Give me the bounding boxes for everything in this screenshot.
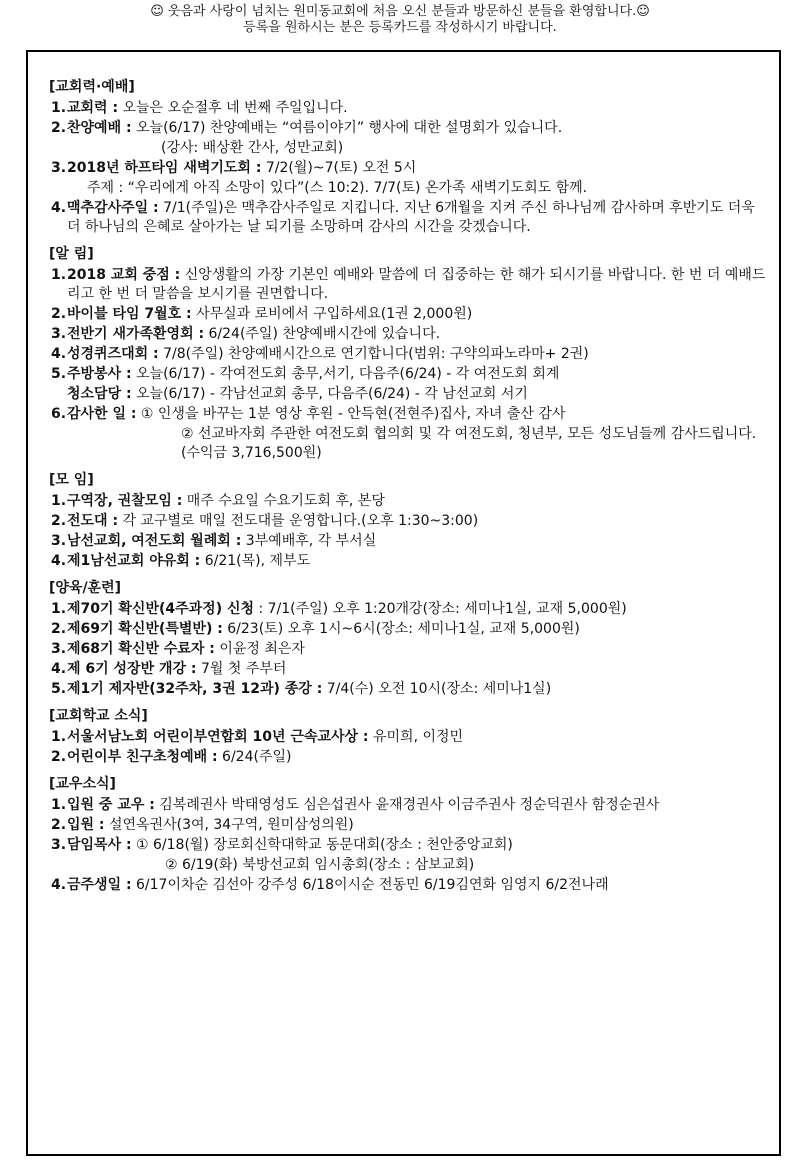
item-number: 3. — [51, 837, 67, 853]
item-text: 사무실과 로비에서 구입하세요(1권 2,000원) — [191, 306, 473, 322]
list-item — [49, 620, 769, 639]
item-number: 4. — [51, 553, 67, 569]
item-label: 교회력 : — [67, 100, 119, 116]
list-item — [49, 660, 769, 679]
item-label: 찬양예배 : — [67, 120, 132, 136]
registration-line: 등록을 원하시는 분은 등록카드를 작성하시기 바랍니다. — [243, 20, 557, 35]
item-label: 제69기 확신반(특별반) : — [67, 621, 223, 637]
item-number: 2. — [51, 513, 67, 529]
list-item — [49, 159, 769, 178]
item-text: 3부예배후, 각 부서실 — [241, 533, 377, 549]
list-item — [49, 552, 769, 571]
list-item — [49, 748, 769, 767]
item-label: 2018년 하프타임 새벽기도회 : — [67, 160, 262, 176]
welcome-line: ☺ 웃음과 사랑이 넘치는 원미동교회에 처음 오신 분들과 방문하신 분들을 환영합니다.☺ — [150, 4, 650, 19]
section — [49, 579, 769, 699]
item-text: 7/4(수) 오전 10시(장소: 세미나1실) — [322, 681, 552, 697]
item-text: 오늘(6/17) - 각남선교회 총무, 다음주(6/24) - 각 남선교회 서기 — [131, 386, 528, 402]
item-number: 4. — [51, 661, 67, 677]
item-label: 담임목사 : — [67, 837, 132, 853]
section-title: [양육/훈련] — [49, 580, 122, 596]
section — [49, 471, 769, 571]
list-item — [49, 816, 769, 835]
list-item — [49, 345, 769, 364]
item-continuation: 주제 : “우리에게 아직 소망이 있다”(스 10:2). 7/7(토) 온가족 새벽기도회도 함께. — [87, 180, 588, 196]
item-number: 5. — [51, 366, 67, 382]
item-number: 4. — [51, 877, 67, 893]
section — [49, 707, 769, 767]
item-number: 4. — [51, 346, 67, 362]
item-number: 2. — [51, 621, 67, 637]
item-text: 각 교구별로 매일 전도대를 운영합니다.(오후 1:30~3:00) — [118, 513, 479, 529]
item-number: 1. — [51, 493, 67, 509]
item-label: 전도대 : — [67, 513, 119, 529]
item-label: 구역장, 권찰모임 : — [67, 493, 183, 509]
item-number: 2. — [51, 120, 67, 136]
item-text: 6/21(목), 제부도 — [200, 553, 311, 569]
list-item — [49, 99, 769, 118]
item-text: 7/2(월)~7(토) 오전 5시 — [261, 160, 417, 176]
item-label: 2018 교회 중점 : — [67, 267, 181, 283]
item-number: 3. — [51, 160, 67, 176]
item-number: 3. — [51, 326, 67, 342]
list-item — [49, 385, 769, 404]
list-item — [49, 600, 769, 619]
welcome-header — [0, 4, 800, 36]
item-label: 제70기 확신반(4주과정) 신청 — [67, 601, 255, 617]
item-number: 3. — [51, 533, 67, 549]
list-item — [49, 365, 769, 384]
item-continuation: ② 선교바자회 주관한 여전도회 협의회 및 각 여전도회, 청년부, 모든 성도님들께 감사드립니다.(수익금 3,716,500원) — [181, 426, 757, 461]
item-text: 유미희, 이정민 — [368, 729, 464, 745]
item-label: 바이블 타임 7월호 : — [67, 306, 192, 322]
item-label: 제1기 제자반(32주차, 3권 12과) 종강 : — [67, 681, 323, 697]
section — [49, 78, 769, 237]
item-number: 1. — [51, 797, 67, 813]
item-label: 금주생일 : — [67, 877, 132, 893]
item-text: 7월 첫 주부터 — [196, 661, 287, 677]
item-number: 2. — [51, 749, 67, 765]
item-text: 오늘은 오순절후 네 번째 주일입니다. — [118, 100, 348, 116]
list-item — [49, 305, 769, 324]
item-number: 1. — [51, 601, 67, 617]
list-item — [49, 199, 769, 237]
item-label: 서울서남노회 어린이부연합회 10년 근속교사상 : — [67, 729, 369, 745]
item-text: 이윤정 최은자 — [214, 641, 305, 657]
bulletin-content — [49, 60, 769, 896]
item-text: 7/1(주일)은 맥추감사주일로 지킵니다. 지난 6개월을 지켜 주신 하나님께 감사하며 후반기도 더욱 더 하나님의 은혜로 살아가는 날 되기를 소망하며 감사의 시간을 갖겠습니다. — [67, 200, 755, 235]
list-item — [49, 119, 769, 138]
item-text: 7/8(주일) 찬양예배시간으로 연기합니다(범위: 구약의파노라마+ 2권) — [158, 346, 589, 362]
item-text: 설연옥권사(3여, 34구역, 원미삼성의원) — [104, 817, 354, 833]
item-text: : 7/1(주일) 오후 1:20개강(장소: 세미나1실, 교재 5,000원) — [254, 601, 627, 617]
item-text: 6/17이차순 김선아 강주성 6/18이시순 전동민 6/19김연화 임영지 6/2전나래 — [131, 877, 609, 893]
list-item — [49, 680, 769, 699]
item-label: 제 6기 성장반 개강 : — [67, 661, 197, 677]
item-label: 주방봉사 : — [67, 366, 132, 382]
item-text: 6/24(주일) 찬양예배시간에 있습니다. — [204, 326, 441, 342]
item-number: 1. — [51, 267, 67, 283]
item-number: 1. — [51, 100, 67, 116]
item-text: 김복례권사 박태영성도 심은섭권사 윤재경권사 이금주권사 정순덕권사 함정순권사 — [154, 797, 660, 813]
item-text: 6/24(주일) — [217, 749, 292, 765]
item-number: 6. — [51, 406, 67, 422]
item-text: ① 인생을 바꾸는 1분 영상 후원 - 안득현(전현주)집사, 자녀 출산 감사 — [136, 406, 566, 422]
item-label: 입원 중 교우 : — [67, 797, 155, 813]
section — [49, 245, 769, 463]
item-label: 남선교회, 여전도회 월례회 : — [67, 533, 242, 549]
section-title: [교우소식] — [49, 776, 116, 792]
list-item — [49, 836, 769, 855]
item-label: 감사한 일 : — [67, 406, 137, 422]
item-number: 4. — [51, 200, 67, 216]
item-text: 오늘(6/17) - 각여전도회 총무,서기, 다음주(6/24) - 각 여전도회 회계 — [131, 366, 560, 382]
item-label: 성경퀴즈대회 : — [67, 346, 159, 362]
item-text: ① 6/18(월) 장로회신학대학교 동문대회(장소 : 천안중앙교회) — [131, 837, 513, 853]
item-text: 매주 수요일 수요기도회 후, 본당 — [182, 493, 385, 509]
list-item — [49, 728, 769, 747]
list-item — [49, 492, 769, 511]
item-label: 입원 : — [67, 817, 105, 833]
list-item — [49, 325, 769, 344]
item-continuation: ② 6/19(화) 북방선교회 임시총회(장소 : 삼보교회) — [165, 857, 475, 873]
item-label: 제68기 확신반 수료자 : — [67, 641, 215, 657]
section-title: [교회학교 소식] — [49, 708, 148, 724]
item-text: 6/23(토) 오후 1시~6시(장소: 세미나1실, 교재 5,000원) — [222, 621, 580, 637]
item-number: 2. — [51, 306, 67, 322]
section — [49, 775, 769, 895]
list-item — [49, 512, 769, 531]
item-text: 신앙생활의 가장 기본인 예배와 말씀에 더 집중하는 한 해가 되시기를 바랍니다. 한 번 더 예배드리고 한 번 더 말씀을 보시기를 권면합니다. — [67, 267, 766, 302]
item-continuation: (강사: 배상환 간사, 성만교회) — [161, 140, 344, 156]
item-number: 2. — [51, 817, 67, 833]
list-item — [49, 405, 769, 424]
list-item — [49, 796, 769, 815]
list-item — [49, 640, 769, 659]
item-number: 3. — [51, 641, 67, 657]
item-label: 전반기 새가족환영회 : — [67, 326, 205, 342]
list-item — [49, 266, 769, 304]
item-text: 오늘(6/17) 찬양예배는 “여름이야기” 행사에 대한 설명회가 있습니다. — [131, 120, 563, 136]
section-title: [알 림] — [49, 246, 94, 262]
item-label: 맥추감사주일 : — [67, 200, 159, 216]
item-number: 5. — [51, 681, 67, 697]
item-label: 제1남선교회 야유회 : — [67, 553, 201, 569]
item-number: 1. — [51, 729, 67, 745]
item-label: 청소담당 : — [67, 386, 132, 402]
list-item — [49, 532, 769, 551]
item-label: 어린이부 친구초청예배 : — [67, 749, 218, 765]
section-title: [모 임] — [49, 472, 94, 488]
list-item — [49, 876, 769, 895]
section-title: [교회력·예배] — [49, 79, 135, 95]
